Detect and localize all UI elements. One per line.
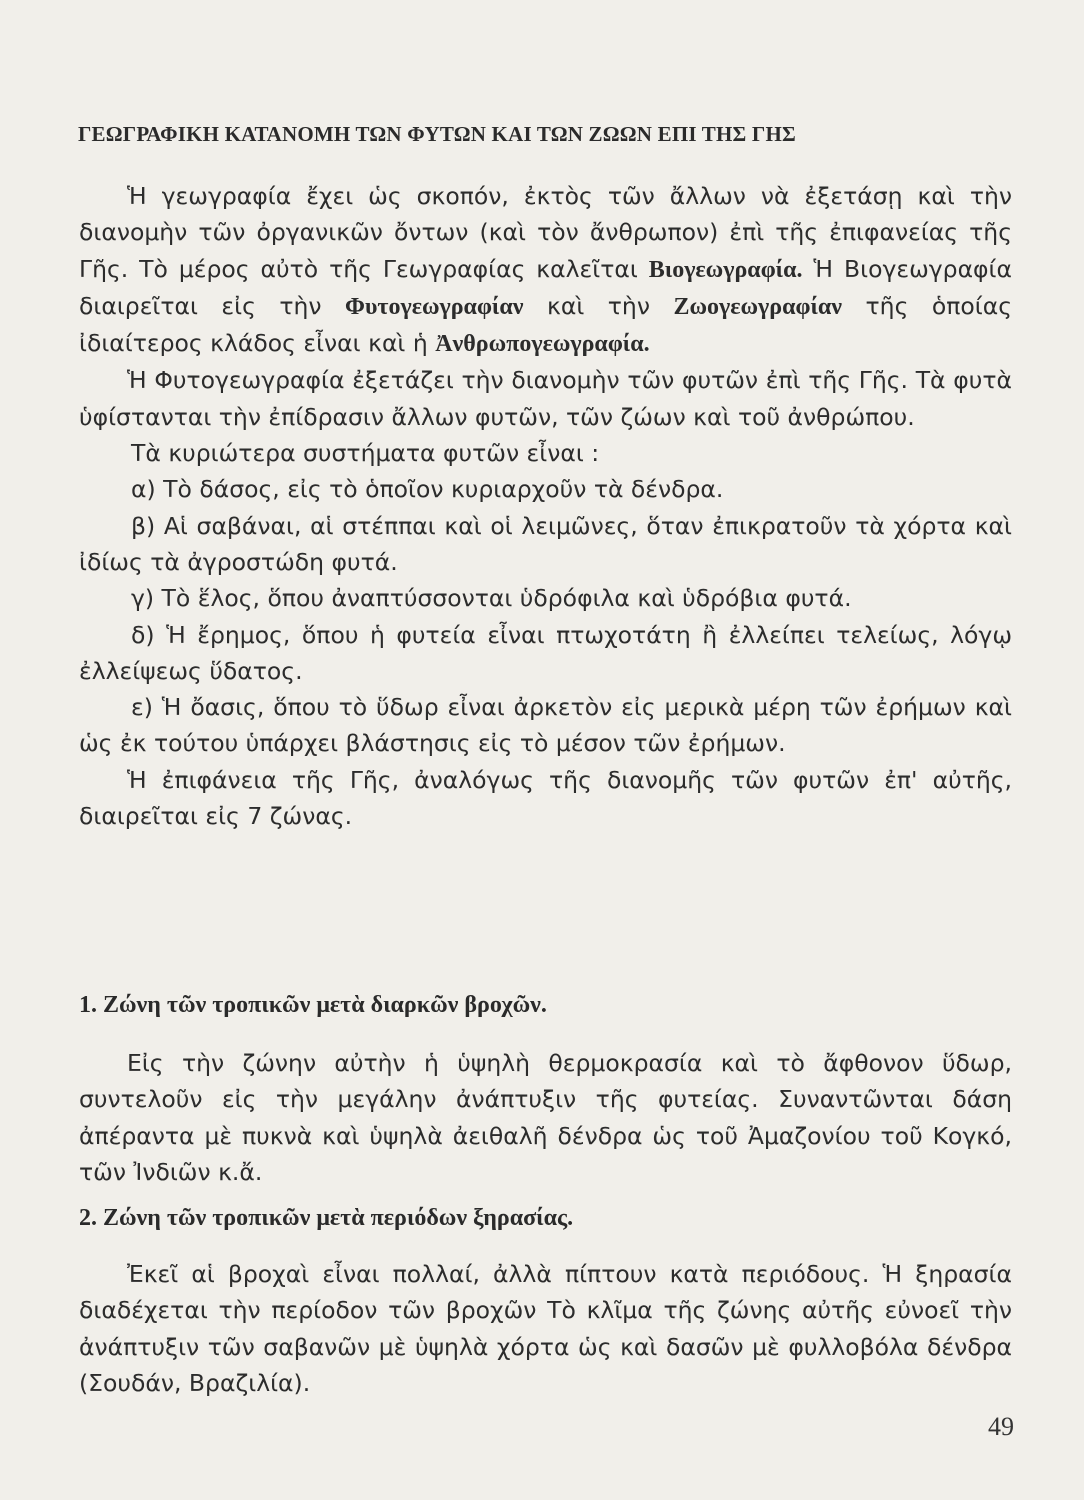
- intro-text: [79, 178, 1012, 834]
- paragraph-biogeography: [79, 178, 1012, 362]
- list-item-a: α) Τὸ δάσος, εἰς τὸ ὁποῖον κυριαρχοῦν τὰ δένδρα.: [131, 475, 724, 504]
- section-2-title: 2. Ζώνη τῶν τροπικῶν μετὰ περιόδων ξηρασίας.: [79, 1205, 574, 1231]
- text-run: Ἡ Βιογεωγραφία διαιρεῖται εἰς τὴν: [79, 254, 1013, 320]
- list-item-d: δ) Ἡ ἔρημος, ὅπου ἡ φυτεία εἶναι πτωχοτάτη ἢ ἐλλείπει τελείως, λόγῳ ἐλλείψεως ὕδατος.: [79, 620, 1012, 685]
- paragraph-zones: Ἡ ἐπιφάνεια τῆς Γῆς, ἀναλόγως τῆς διανομῆς τῶν φυτῶν ἐπ' αὐτῆς, διαιρεῖται εἰς 7 ζώνας.: [79, 765, 1012, 831]
- list-item-c: γ) Τὸ ἕλος, ὅπου ἀναπτύσσονται ὑδρόφιλα καὶ ὑδρόβια φυτά.: [131, 584, 852, 613]
- term-zoogeography: Ζωογεωγραφίαν: [673, 293, 843, 320]
- section-1-title: 1. Ζώνη τῶν τροπικῶν μετὰ διαρκῶν βροχῶν.: [79, 992, 547, 1018]
- chapter-heading: ΓΕΩΓΡΑΦΙΚΗ ΚΑΤΑΝΟΜΗ ΤΩΝ ΦΥΤΩΝ ΚΑΙ ΤΩΝ ΖΩΩΝ ΕΠΙ ΤΗΣ ΓΗΣ: [78, 122, 796, 146]
- list-item-e: ε) Ἡ ὄασις, ὅπου τὸ ὕδωρ εἶναι ἀρκετὸν εἰς μερικὰ μέρη τῶν ἐρήμων καὶ ὡς ἐκ τούτου ὑπάρχει βλάστησις εἰς τὸ μέσον τῶν ἐρήμων.: [79, 693, 1012, 758]
- list-item-b: β) Αἱ σαβάναι, αἱ στέππαι καὶ οἱ λειμῶνες, ὅταν ἐπικρατοῦν τὰ χόρτα καὶ ἰδίως τὰ ἀγροστώδη φυτά.: [79, 511, 1012, 576]
- paragraph-phytogeography: Ἡ Φυτογεωγραφία ἐξετάζει τὴν διανομὴν τῶν φυτῶν ἐπὶ τῆς Γῆς. Τὰ φυτὰ ὑφίστανται τὴν ἐπίδρασιν ἄλλων φυτῶν, τῶν ζώων καὶ τοῦ ἀνθρώπου.: [79, 366, 1012, 431]
- paragraph-systems-intro: Τὰ κυριώτερα συστήματα φυτῶν εἶναι :: [131, 439, 600, 468]
- term-phytogeography: Φυτογεωγραφίαν: [345, 293, 524, 320]
- section-1-text: [79, 1045, 1012, 1190]
- section-2-body: Ἐκεῖ αἱ βροχαὶ εἶναι πολλαί, ἀλλὰ πίπτουν κατὰ περιόδους. Ἡ ξηρασία διαδέχεται τὴν περίοδον τῶν βροχῶν Τὸ κλῖμα τῆς ζώνης αὐτῆς εὐνοεῖ τὴν ἀνάπτυξιν τῶν σαβανῶν μὲ ὑψηλὰ χόρτα ὡς καὶ δασῶν μὲ φυλλοβόλα δένδρα (Σουδάν, Βραζιλία).: [79, 1260, 1012, 1397]
- text-run: Ἡ γεωγραφία ἔχει ὡς σκοπόν, ἐκτὸς τῶν ἄλλων νὰ ἐξετάσῃ καὶ τὴν διανομὴν τῶν ὀργανικῶν ὄντων (καὶ τὸν ἄνθρωπον) ἐπὶ τῆς ἐπιφανείας τῆς Γῆς. Τὸ μέρος αὐτὸ τῆς Γεωγραφίας καλεῖται: [79, 182, 1012, 283]
- text-run: καὶ τὴν: [523, 291, 674, 320]
- page-number: 49: [988, 1412, 1014, 1441]
- text-run: τῆς ὁποίας ἰδιαίτερος κλάδος εἶναι καὶ ἡ: [79, 291, 1012, 358]
- term-anthropogeography: Ἀνθρωπογεωγραφία.: [435, 331, 650, 358]
- term-biogeography: Βιογεωγραφία.: [648, 256, 803, 283]
- section-1-body: Εἰς τὴν ζώνην αὐτὴν ἡ ὑψηλὴ θερμοκρασία καὶ τὸ ἄφθονον ὕδωρ, συντελοῦν εἰς τὴν μεγάλην ἀνάπτυξιν τῆς φυτείας. Συναντῶνται δάση ἀπέραντα μὲ πυκνὰ καὶ ὑψηλὰ ἀειθαλῆ δένδρα ὡς τοῦ Ἀμαζονίου τοῦ Κογκό, τῶν Ἰνδιῶν κ.ἄ.: [79, 1049, 1012, 1186]
- section-2-text: [79, 1256, 1012, 1401]
